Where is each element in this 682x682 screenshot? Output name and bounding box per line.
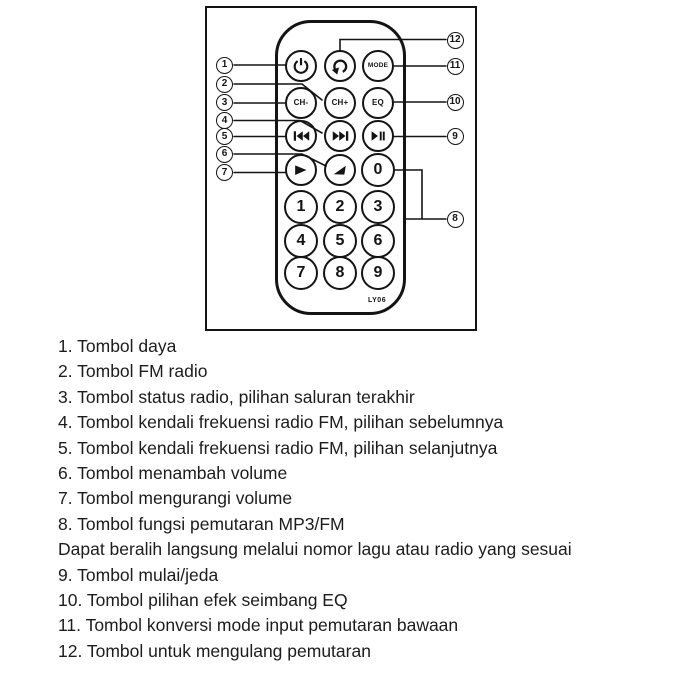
- digit-1-button: [284, 190, 318, 224]
- legend-item-5: 5. Tombol kendali frekuensi radio FM, pilihan selanjutnya: [58, 437, 498, 458]
- legend-item-8: 8. Tombol fungsi pemutaran MP3/FM: [58, 513, 345, 534]
- callout-6-number: 6: [221, 148, 228, 159]
- digit-9-label: 9: [373, 264, 383, 281]
- callout-12-number: 12: [449, 34, 461, 45]
- remote-model-label: LY06: [368, 297, 387, 304]
- digit-0-button: [361, 153, 395, 187]
- play-pause-icon: [370, 130, 386, 142]
- callout-11: [447, 58, 464, 75]
- digit-8-label: 8: [335, 264, 345, 281]
- callout-3: [216, 94, 233, 111]
- ch-minus-label: CH-: [293, 98, 309, 107]
- callout-9: [447, 128, 464, 145]
- callout-7: [216, 164, 233, 181]
- digit-8-button: [323, 256, 357, 290]
- digit-3-label: 3: [373, 198, 383, 215]
- play-pause-button: [362, 120, 394, 152]
- volume-down-button: [285, 154, 317, 186]
- legend-item-3: 3. Tombol status radio, pilihan saluran terakhir: [58, 386, 415, 407]
- callout-10: [447, 94, 464, 111]
- legend-list: [58, 334, 673, 664]
- callout-7-number: 7: [221, 166, 228, 178]
- previous-track-button: [285, 120, 317, 152]
- digit-3-button: [361, 190, 395, 224]
- callout-11-number: 11: [449, 60, 461, 71]
- digit-5-button: [323, 224, 357, 258]
- digit-0-label: 0: [373, 161, 383, 178]
- eq-button: [362, 87, 394, 119]
- ch-plus-label: CH+: [331, 98, 349, 107]
- legend-item-10: 10. Tombol pilihan efek seimbang EQ: [58, 589, 348, 610]
- digit-1-label: 1: [296, 198, 306, 215]
- power-icon: [292, 57, 310, 75]
- callout-2: [216, 76, 233, 93]
- mode-button: [362, 50, 394, 82]
- digit-4-button: [284, 224, 318, 258]
- digit-6-button: [361, 224, 395, 258]
- ch-minus-button: [285, 87, 317, 119]
- legend-item-9: 9. Tombol mulai/jeda: [58, 564, 219, 585]
- previous-track-icon: [292, 130, 311, 142]
- ch-plus-button: [324, 87, 356, 119]
- repeat-button: [324, 50, 356, 82]
- callout-12: [447, 32, 464, 49]
- callout-4-number: 4: [221, 114, 228, 126]
- power-button: [285, 50, 317, 82]
- digit-7-button: [284, 256, 318, 290]
- legend-item-6: 6. Tombol menambah volume: [58, 462, 288, 483]
- digit-2-button: [323, 190, 357, 224]
- digit-2-label: 2: [335, 198, 345, 215]
- callout-10-number: 10: [449, 96, 461, 107]
- callout-6: [216, 146, 233, 163]
- callout-2-number: 2: [221, 78, 228, 89]
- next-track-icon: [331, 130, 350, 142]
- legend-item-1: 1. Tombol daya: [58, 336, 177, 356]
- legend-item-7: 7. Tombol mengurangi volume: [58, 488, 293, 509]
- callout-3-number: 3: [221, 96, 228, 108]
- callout-8-number: 8: [452, 213, 458, 224]
- digit-7-label: 7: [296, 264, 306, 281]
- legend-item-4: 4. Tombol kendali frekuensi radio FM, pilihan sebelumnya: [58, 412, 504, 433]
- callout-4: [216, 112, 233, 129]
- mode-button-label: MODE: [367, 61, 389, 69]
- callout-8: [447, 211, 464, 228]
- digit-4-label: 4: [296, 232, 306, 249]
- legend-item-8-note: Dapat beralih langsung melalui nomor lagu atau radio yang sesuai: [58, 539, 572, 560]
- digit-6-label: 6: [373, 232, 383, 249]
- eq-label: EQ: [372, 98, 384, 107]
- return-arrow-icon: [331, 57, 350, 76]
- legend-item-12: 12. Tombol untuk mengulang pemutaran: [58, 640, 371, 661]
- volume-up-triangle-icon: [332, 163, 348, 177]
- callout-9-number: 9: [452, 130, 458, 142]
- volume-down-triangle-icon: [293, 163, 309, 177]
- digit-9-button: [361, 256, 395, 290]
- volume-up-button: [324, 154, 356, 186]
- next-track-button: [324, 120, 356, 152]
- legend-item-11: 11. Tombol konversi mode input pemutaran bawaan: [58, 615, 459, 636]
- callout-5: [216, 128, 233, 145]
- digit-5-label: 5: [335, 232, 345, 249]
- legend-item-2: 2. Tombol FM radio: [58, 361, 208, 382]
- callout-1-number: 1: [221, 59, 228, 70]
- callout-1: [216, 57, 233, 74]
- callout-5-number: 5: [221, 130, 228, 142]
